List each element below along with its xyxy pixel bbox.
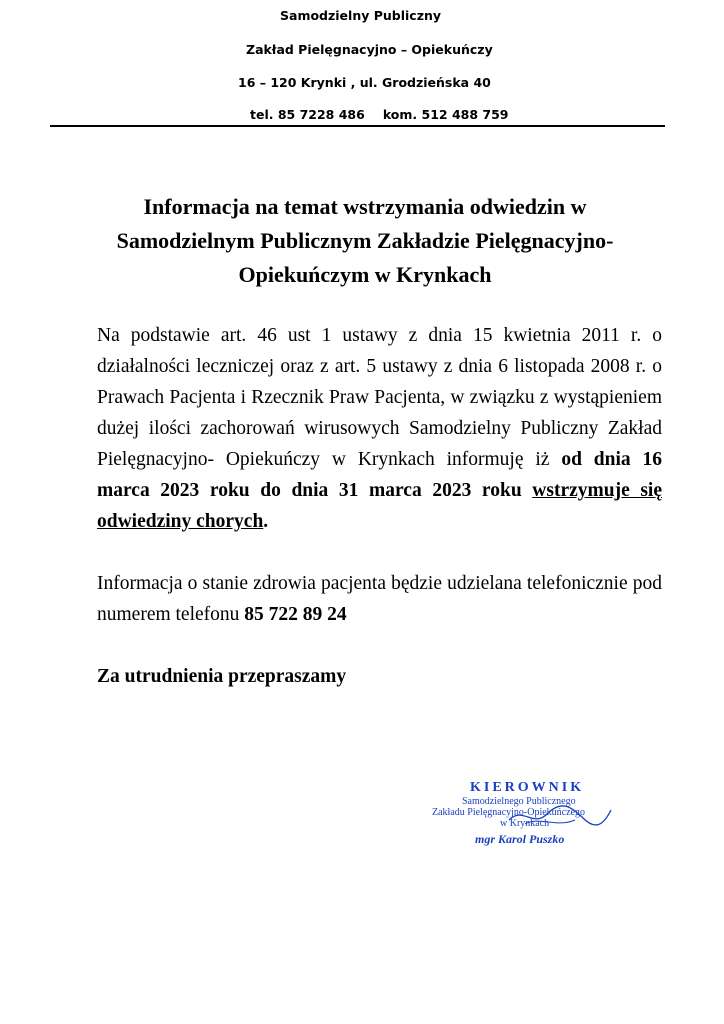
letterhead-tel: tel. 85 7228 486	[250, 107, 365, 122]
letterhead-kom: kom. 512 488 759	[382, 107, 509, 122]
paragraph-end: .	[263, 511, 269, 532]
director-stamp	[420, 780, 620, 850]
document-body	[97, 320, 662, 692]
letterhead-contact	[250, 107, 509, 122]
document-title	[40, 190, 690, 292]
stamp-title: KIEROWNIK	[470, 780, 585, 795]
stamp-line-3: w Krynkach	[500, 818, 550, 829]
header-divider	[50, 125, 665, 127]
paragraph-announcement	[97, 320, 662, 537]
phone-number: 85 722 89 24	[244, 604, 347, 625]
closing-apology: Za utrudnienia przepraszamy	[97, 666, 347, 687]
letterhead-line-1: Samodzielny Publiczny	[280, 8, 442, 23]
phone-info-text: Informacja o stanie zdrowia pacjenta będzie udzielana telefonicznie pod numerem telefonu	[97, 573, 662, 625]
paragraph-phone-info	[97, 568, 662, 630]
stamp-line-2: Zakładu Pielęgnacyjno-Opiekuńczego	[432, 807, 585, 818]
title-line-3: Opiekuńczym w Krynkach	[238, 262, 492, 287]
letterhead-address: 16 – 120 Krynki , ul. Grodzieńska 40	[238, 75, 491, 90]
paragraph-announcement-text: Na podstawie art. 46 ust 1 ustawy z dnia 15 kwietnia 2011 r. o działalności leczniczej oraz z art. 5 ustawy z dnia 6 listopada 2008 r. o Prawach Pacjenta i Rzecznik Praw Pacjenta, w związku z wystąpieniem dużej ilości zachorowań wirusowych Samodzielny Publiczny Zakład Pielęgnacyjno- Opiekuńczy w Krynkach informuję iż	[97, 325, 662, 470]
suspension-notice: wstrzymuje się odwiedziny chorych	[97, 480, 663, 532]
title-line-2: Samodzielnym Publicznym Zakładzie Pielęgnacyjno-	[116, 228, 614, 253]
title-line-1: Informacja na temat wstrzymania odwiedzin w	[143, 194, 587, 219]
suspension-dates: od dnia 16 marca 2023 roku do dnia 31 marca 2023 roku	[97, 449, 662, 501]
letterhead-line-2: Zakład Pielęgnacyjno – Opiekuńczy	[246, 42, 493, 57]
stamp-line-1: Samodzielnego Publicznego	[462, 796, 576, 807]
stamp-signatory: mgr Karol Puszko	[475, 832, 565, 846]
